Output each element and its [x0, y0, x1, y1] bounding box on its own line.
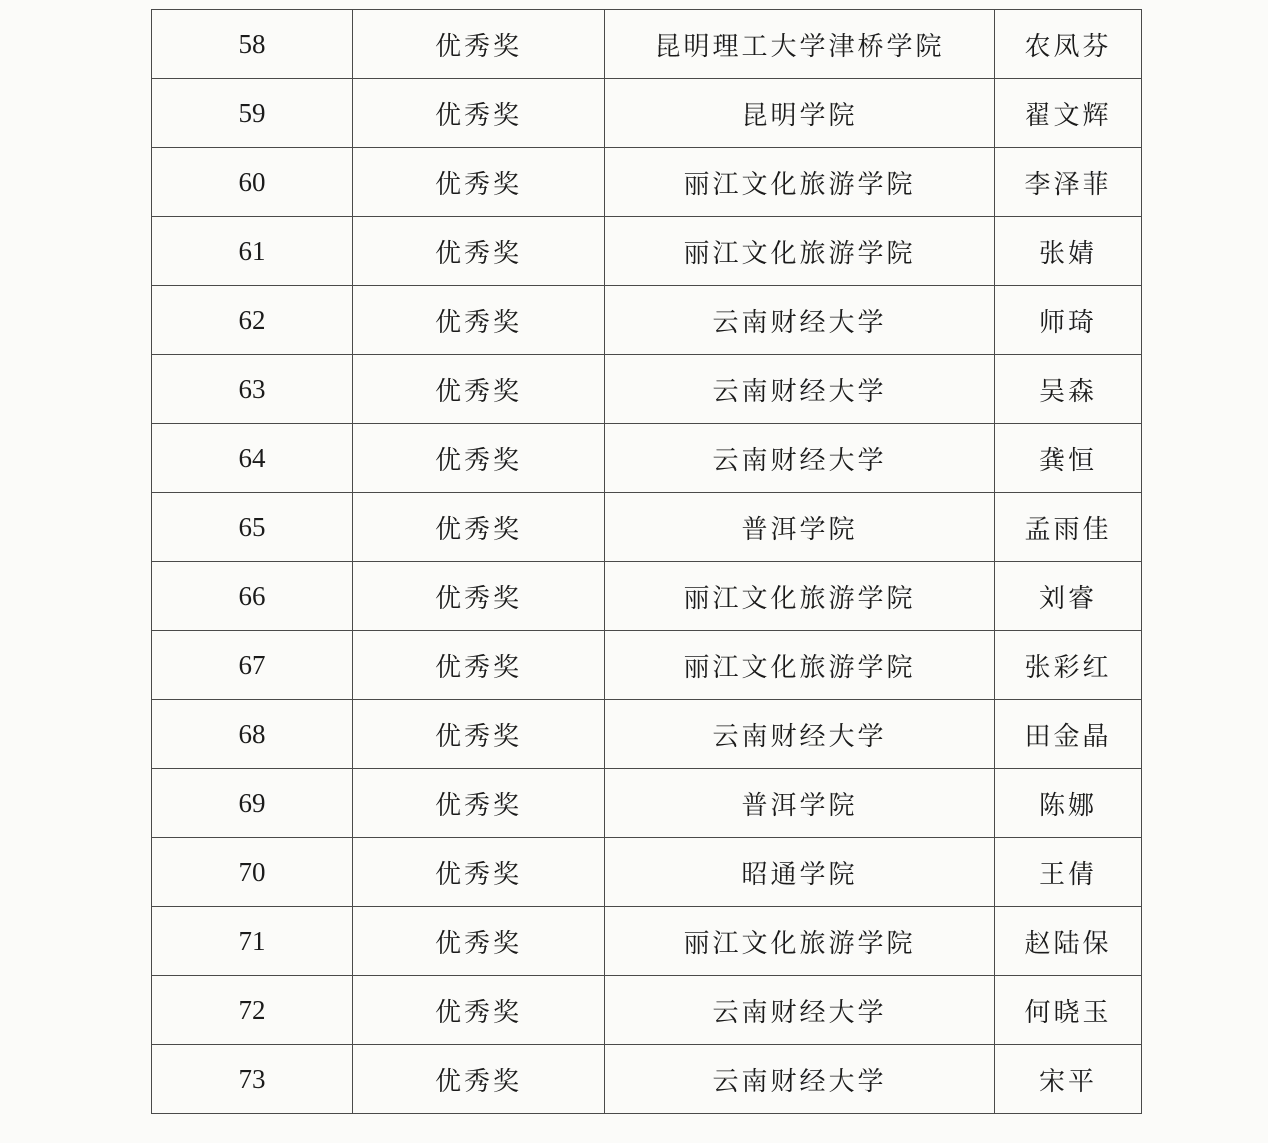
row-number: 60 [152, 148, 353, 217]
row-number: 64 [152, 424, 353, 493]
person-name: 师琦 [995, 286, 1142, 355]
row-number: 73 [152, 1045, 353, 1114]
award-level: 优秀奖 [353, 769, 605, 838]
award-list-table [151, 9, 1142, 1114]
row-number: 65 [152, 493, 353, 562]
award-level: 优秀奖 [353, 631, 605, 700]
table-row [152, 700, 1142, 769]
table-row [152, 286, 1142, 355]
award-level: 优秀奖 [353, 424, 605, 493]
row-number: 71 [152, 907, 353, 976]
row-number: 68 [152, 700, 353, 769]
person-name: 翟文辉 [995, 79, 1142, 148]
school-name: 丽江文化旅游学院 [605, 562, 995, 631]
award-level: 优秀奖 [353, 79, 605, 148]
row-number: 58 [152, 10, 353, 79]
row-number: 72 [152, 976, 353, 1045]
table-row [152, 769, 1142, 838]
table-row [152, 148, 1142, 217]
award-level: 优秀奖 [353, 355, 605, 424]
row-number: 67 [152, 631, 353, 700]
award-level: 优秀奖 [353, 148, 605, 217]
table-row [152, 10, 1142, 79]
table-row [152, 562, 1142, 631]
school-name: 云南财经大学 [605, 976, 995, 1045]
award-level: 优秀奖 [353, 1045, 605, 1114]
school-name: 云南财经大学 [605, 1045, 995, 1114]
award-level: 优秀奖 [353, 907, 605, 976]
person-name: 李泽菲 [995, 148, 1142, 217]
school-name: 丽江文化旅游学院 [605, 907, 995, 976]
award-level: 优秀奖 [353, 838, 605, 907]
school-name: 丽江文化旅游学院 [605, 217, 995, 286]
row-number: 61 [152, 217, 353, 286]
person-name: 吴森 [995, 355, 1142, 424]
person-name: 何晓玉 [995, 976, 1142, 1045]
table-row [152, 79, 1142, 148]
row-number: 62 [152, 286, 353, 355]
school-name: 丽江文化旅游学院 [605, 148, 995, 217]
award-list-body [152, 10, 1142, 1114]
school-name: 昭通学院 [605, 838, 995, 907]
person-name: 孟雨佳 [995, 493, 1142, 562]
row-number: 63 [152, 355, 353, 424]
school-name: 丽江文化旅游学院 [605, 631, 995, 700]
table-row [152, 355, 1142, 424]
school-name: 普洱学院 [605, 769, 995, 838]
row-number: 66 [152, 562, 353, 631]
school-name: 云南财经大学 [605, 700, 995, 769]
award-level: 优秀奖 [353, 217, 605, 286]
table-row [152, 631, 1142, 700]
row-number: 59 [152, 79, 353, 148]
table-row [152, 838, 1142, 907]
person-name: 刘睿 [995, 562, 1142, 631]
person-name: 田金晶 [995, 700, 1142, 769]
person-name: 赵陆保 [995, 907, 1142, 976]
award-level: 优秀奖 [353, 562, 605, 631]
school-name: 昆明学院 [605, 79, 995, 148]
person-name: 陈娜 [995, 769, 1142, 838]
person-name: 王倩 [995, 838, 1142, 907]
person-name: 宋平 [995, 1045, 1142, 1114]
person-name: 张彩红 [995, 631, 1142, 700]
award-level: 优秀奖 [353, 10, 605, 79]
award-level: 优秀奖 [353, 976, 605, 1045]
award-level: 优秀奖 [353, 493, 605, 562]
table-row [152, 1045, 1142, 1114]
table-row [152, 907, 1142, 976]
school-name: 普洱学院 [605, 493, 995, 562]
table-row [152, 493, 1142, 562]
person-name: 龚恒 [995, 424, 1142, 493]
person-name: 农凤芬 [995, 10, 1142, 79]
table-row [152, 217, 1142, 286]
person-name: 张婧 [995, 217, 1142, 286]
school-name: 云南财经大学 [605, 286, 995, 355]
table-row [152, 424, 1142, 493]
award-level: 优秀奖 [353, 700, 605, 769]
table-row [152, 976, 1142, 1045]
school-name: 云南财经大学 [605, 355, 995, 424]
row-number: 70 [152, 838, 353, 907]
row-number: 69 [152, 769, 353, 838]
school-name: 云南财经大学 [605, 424, 995, 493]
school-name: 昆明理工大学津桥学院 [605, 10, 995, 79]
award-level: 优秀奖 [353, 286, 605, 355]
